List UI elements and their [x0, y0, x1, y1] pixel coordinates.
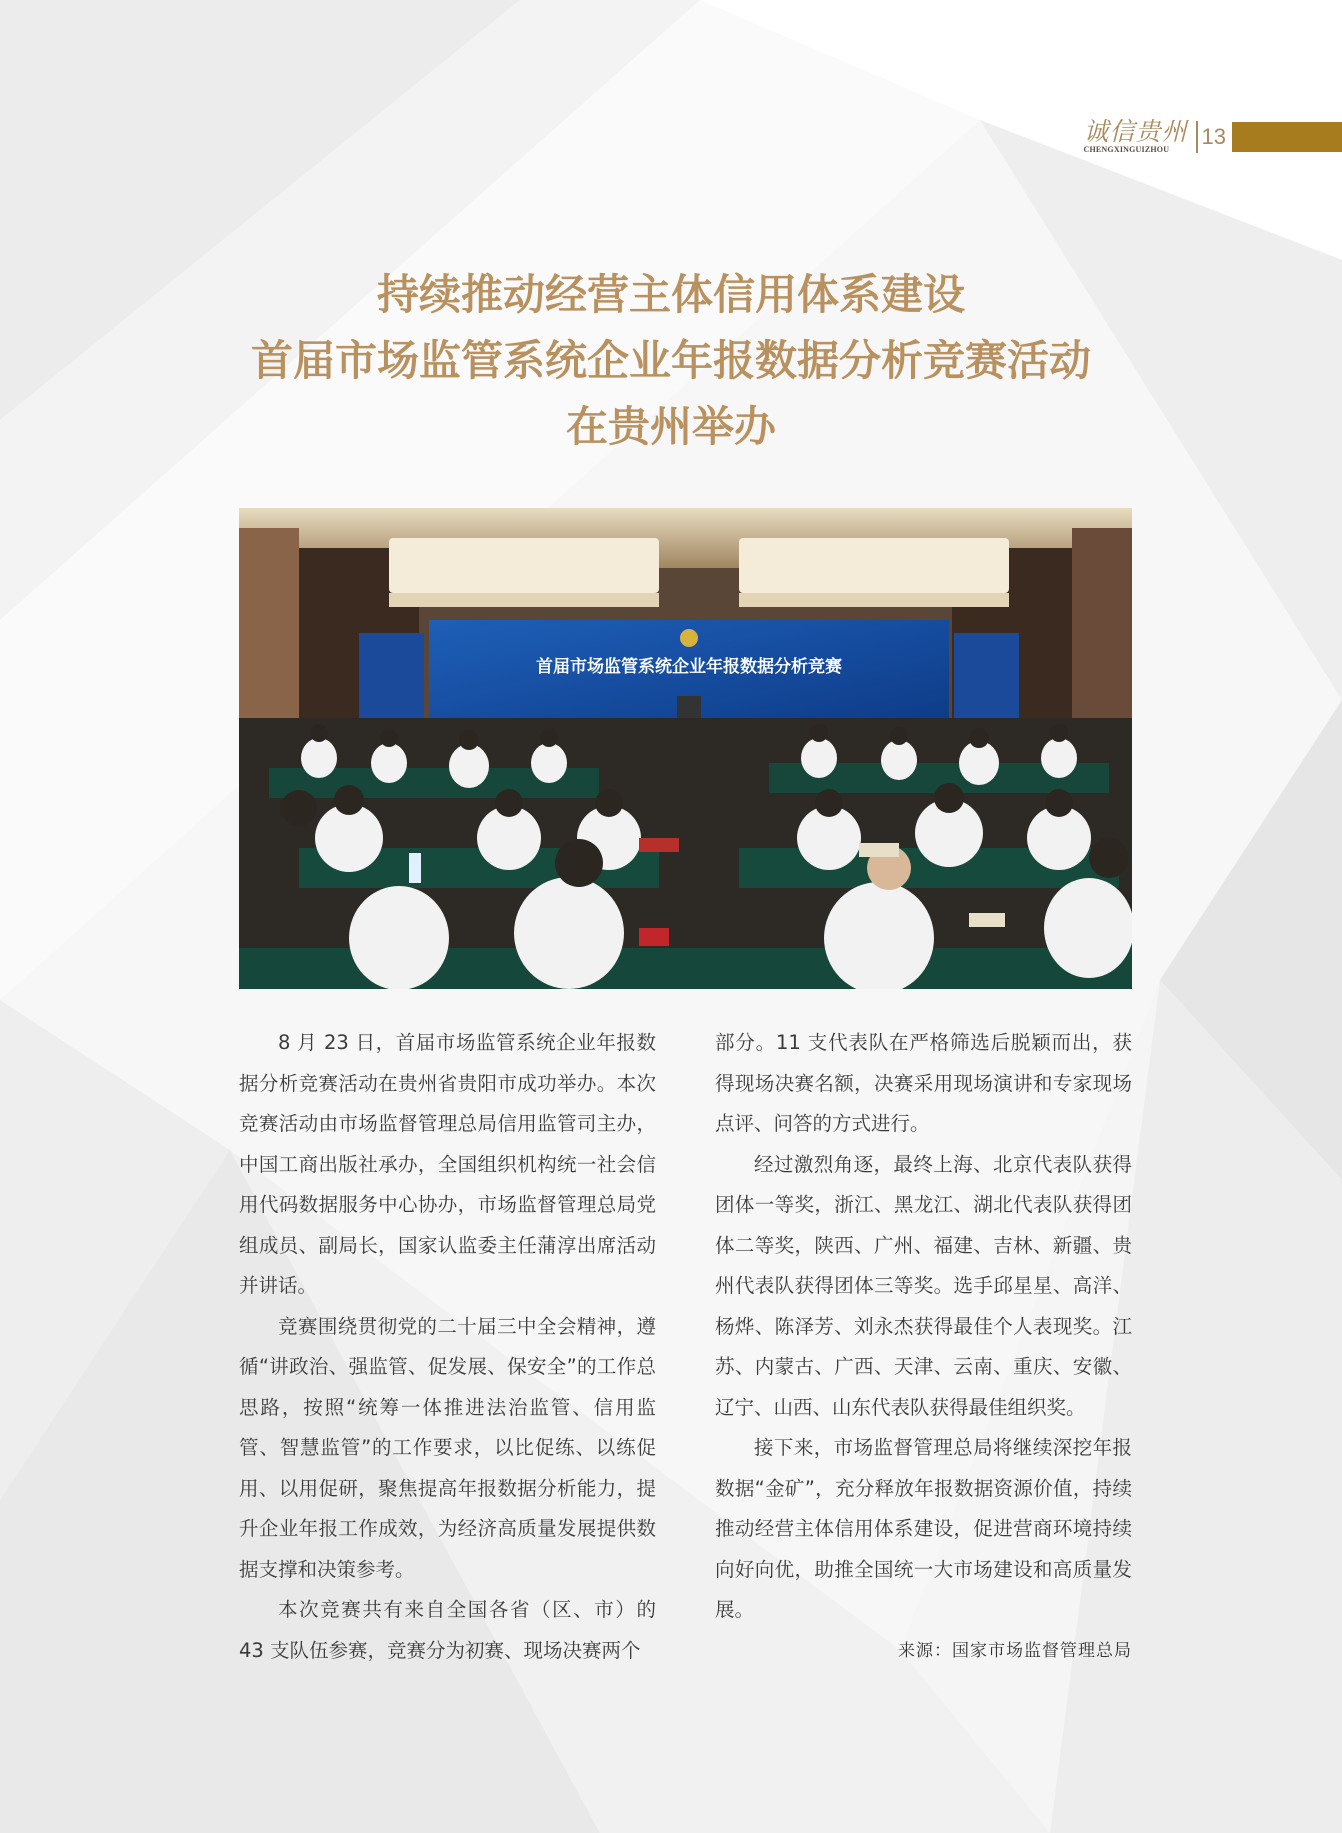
publication-logo	[1083, 117, 1188, 154]
article-body	[239, 1023, 1132, 1671]
article-column-right	[715, 1023, 1132, 1671]
article-source: 来源：国家市场监督管理总局	[898, 1640, 1132, 1661]
article-paragraph: 竞赛围绕贯彻党的二十届三中全会精神，遵循“讲政治、强监管、促发展、保安全”的工作总思路，按照“统筹一体推进法治监管、信用监管、智慧监管”的工作要求，以比促练、以练促用、以用促研，聚焦提高年报数据分析能力，提升企业年报工作成效，为经济高质量发展提供数据支撑和决策参考。	[239, 1314, 656, 1581]
masthead-gold-bar	[1232, 122, 1342, 152]
article-column-left	[239, 1023, 656, 1671]
masthead	[1084, 118, 1342, 156]
article-title	[0, 262, 1342, 460]
article-paragraph: 本次竞赛共有来自全国各省（区、市）的 43 支队伍参赛，竞赛分为初赛、现场决赛两个	[239, 1598, 656, 1662]
conference-photo	[239, 508, 1132, 989]
article-title-line-3: 在贵州举办	[565, 402, 776, 451]
article-title-line-2: 首届市场监管系统企业年报数据分析竞赛活动	[250, 336, 1091, 385]
page-number: 13	[1201, 124, 1226, 149]
logo-subtitle: CHENGXINGUIZHOU	[1083, 145, 1170, 154]
article-paragraph: 部分。11 支代表队在严格筛选后脱颖而出，获得现场决赛名额，决赛采用现场演讲和专家现场点评、问答的方式进行。	[715, 1031, 1132, 1135]
article-paragraph: 经过激烈角逐，最终上海、北京代表队获得团体一等奖，浙江、黑龙江、湖北代表队获得团体二等奖，陕西、广州、福建、吉林、新疆、贵州代表队获得团体三等奖。选手邱星星、高洋、杨烨、陈泽芳、刘永杰获得最佳个人表现奖。江苏、内蒙古、广西、天津、云南、重庆、安徽、辽宁、山西、山东代表队获得最佳组织奖。	[715, 1152, 1132, 1419]
article-paragraph: 接下来，市场监督管理总局将继续深挖年报数据“金矿”，充分释放年报数据资源价值，持续推动经营主体信用体系建设，促进营商环境持续向好向优，助推全国统一大市场建设和高质量发展。	[715, 1436, 1132, 1621]
article-title-line-1: 持续推动经营主体信用体系建设	[376, 270, 965, 319]
photo-banner-text: 首届市场监管系统企业年报数据分析竞赛	[536, 657, 842, 677]
article-paragraph: 8 月 23 日，首届市场监管系统企业年报数据分析竞赛活动在贵州省贵阳市成功举办。本次竞赛活动由市场监督管理总局信用监管司主办，中国工商出版社承办，全国组织机构统一社会信用代码数据服务中心协办，市场监督管理总局党组成员、副局长，国家认监委主任蒲淳出席活动并讲话。	[239, 1031, 656, 1297]
logo-script-text: 诚信贵州	[1083, 117, 1188, 146]
masthead-divider	[1196, 121, 1198, 153]
